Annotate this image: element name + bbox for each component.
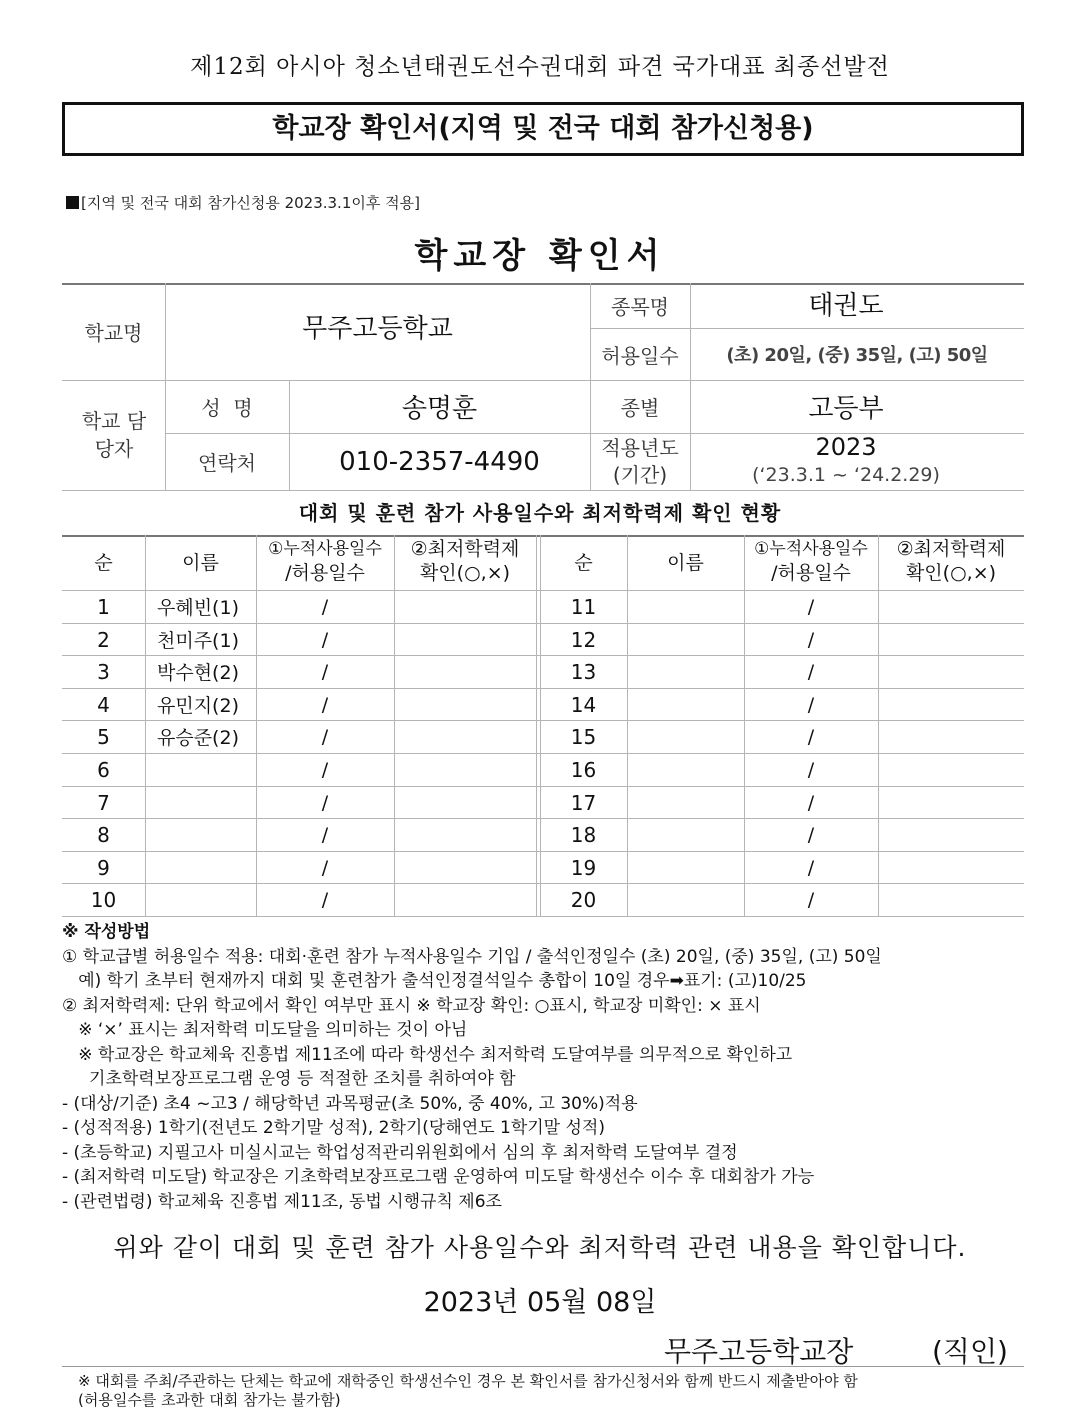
row-days: / <box>807 823 815 846</box>
row-name <box>627 818 744 851</box>
contact-value: 010-2357-4490 <box>339 446 540 477</box>
notes <box>62 920 882 1214</box>
row-no: 18 <box>570 822 597 847</box>
row-name <box>627 753 744 786</box>
row-days: / <box>321 595 329 618</box>
note-line: - (성적적용) 1학기(전년도 2학기말 성적), 2학기(당해연도 1학기말 성적) <box>62 1118 605 1138</box>
row-min <box>394 851 536 884</box>
year-period: (‘23.3.1 ~ ‘24.2.29) <box>752 464 940 486</box>
col-no-left: 순 <box>94 551 113 574</box>
row-no: 19 <box>570 855 597 880</box>
row-name: 천미주(1) <box>157 630 239 652</box>
row-min <box>878 720 1024 753</box>
row-name <box>145 851 256 884</box>
row-min <box>394 688 536 721</box>
division-label: 종별 <box>620 396 660 420</box>
row-min <box>878 818 1024 851</box>
black-square-icon <box>66 196 79 209</box>
seal: (직인) <box>932 1335 1008 1368</box>
row-name: 박수현(2) <box>157 662 239 684</box>
row-no: 3 <box>97 659 110 684</box>
year-value: 2023 <box>815 433 877 461</box>
note-line: 예) 학기 초부터 현재까지 대회 및 훈련참가 출석인정결석일수 총합이 10일 경우➡표기: (고)10/25 <box>62 971 807 991</box>
row-no: 8 <box>97 822 110 847</box>
row-no: 4 <box>97 692 110 717</box>
school-label: 학교명 <box>84 321 143 345</box>
row-days: / <box>321 758 329 781</box>
row-no: 12 <box>570 627 597 652</box>
row-no: 9 <box>97 855 110 880</box>
note-line: - (최저학력 미도달) 학교장은 기초학력보장프로그램 운영하여 미도달 학생선수 이수 후 대회참가 가능 <box>62 1167 815 1187</box>
row-no: 10 <box>90 887 117 912</box>
row-no: 17 <box>570 790 597 815</box>
row-name <box>627 655 744 688</box>
row-days: / <box>807 725 815 748</box>
row-name <box>627 720 744 753</box>
principal: 무주고등학교장 <box>664 1335 854 1368</box>
row-name: 유승준(2) <box>157 727 239 749</box>
col-min-right: ②최저학력제 확인(○,×) <box>896 538 1006 584</box>
col-days-right: ①누적사용일수 /허용일수 <box>754 539 868 584</box>
row-days: / <box>321 888 329 911</box>
note-line: 기초학력보장프로그램 운영 등 적절한 조치를 취하여야 함 <box>62 1069 516 1089</box>
col-name-left: 이름 <box>182 551 219 574</box>
note-line: ※ 학교장은 학교체육 진흥법 제11조에 따라 학생선수 최저학력 도달여부를 의무적으로 확인하고 <box>62 1044 793 1065</box>
footnote <box>78 1372 1028 1410</box>
row-min <box>394 720 536 753</box>
row-name <box>627 883 744 916</box>
name-value: 송명훈 <box>401 394 478 424</box>
row-name: 우혜빈(1) <box>157 597 239 619</box>
row-no: 7 <box>97 790 110 815</box>
row-name <box>627 590 744 623</box>
row-min <box>394 883 536 916</box>
row-min <box>878 655 1024 688</box>
row-days: / <box>321 660 329 683</box>
manager-label: 학교 담당자 <box>81 409 147 461</box>
row-name <box>627 851 744 884</box>
event-line: 제12회 아시아 청소년태권도선수권대회 파견 국가대표 최종선발전 <box>190 54 890 80</box>
year-label: 적용년도 (기간) <box>601 435 679 487</box>
row-min <box>394 590 536 623</box>
col-min-left: ②최저학력제 확인(○,×) <box>410 538 520 584</box>
date: 2023년 05월 08일 <box>423 1287 657 1318</box>
row-days: / <box>807 693 815 716</box>
allow-value: (초) 20일, (중) 35일, (고) 50일 <box>726 345 988 366</box>
col-no-right: 순 <box>574 551 593 574</box>
row-days: / <box>807 791 815 814</box>
sport-label: 종목명 <box>611 295 669 319</box>
row-no: 15 <box>570 724 597 749</box>
row-min <box>394 655 536 688</box>
row-name <box>627 688 744 721</box>
division-value: 고등부 <box>808 394 884 424</box>
row-min <box>878 786 1024 819</box>
row-no: 5 <box>97 724 110 749</box>
row-name <box>145 786 256 819</box>
row-days: / <box>321 693 329 716</box>
school-value: 무주고등학교 <box>302 314 453 344</box>
notice <box>66 192 420 213</box>
row-days: / <box>807 628 815 651</box>
sport-value: 태권도 <box>808 291 884 321</box>
row-no: 16 <box>570 757 597 782</box>
note-line: ※ 작성방법 <box>62 922 151 942</box>
contact-label: 연락처 <box>198 451 256 475</box>
row-name <box>627 623 744 656</box>
row-days: / <box>321 823 329 846</box>
col-name-right: 이름 <box>667 551 704 574</box>
row-days: / <box>321 856 329 879</box>
doc-title: 학교장 확인서 <box>414 236 666 276</box>
row-days: / <box>321 791 329 814</box>
row-min <box>878 623 1024 656</box>
row-days: / <box>807 595 815 618</box>
row-no: 13 <box>570 659 597 684</box>
note-line: - (초등학교) 지필고사 미실시교는 학업성적관리위원회에서 심의 후 최저학력 도달여부 결정 <box>62 1142 738 1163</box>
row-days: / <box>321 628 329 651</box>
confirm-text: 위와 같이 대회 및 훈련 참가 사용일수와 최저학력 관련 내용을 확인합니다. <box>113 1233 967 1262</box>
row-no: 2 <box>97 627 110 652</box>
notice-text: [지역 및 전국 대회 참가신청용 2023.3.1이후 적용] <box>81 194 420 212</box>
row-name <box>145 883 256 916</box>
row-name <box>627 786 744 819</box>
row-days: / <box>321 725 329 748</box>
note-line: - (관련법령) 학교체육 진흥법 제11조, 동법 시행규칙 제6조 <box>62 1191 502 1212</box>
row-name <box>145 753 256 786</box>
note-line: ① 학교급별 허용일수 적용: 대회·훈련 참가 누적사용일수 기입 / 출석인정일수 (초) 20일, (중) 35일, (고) 50일 <box>62 946 882 967</box>
row-days: / <box>807 660 815 683</box>
row-name <box>145 818 256 851</box>
row-min <box>394 623 536 656</box>
row-no: 20 <box>570 887 597 912</box>
row-min <box>878 883 1024 916</box>
name-label: 성 명 <box>201 396 253 420</box>
section-title: 대회 및 훈련 참가 사용일수와 최저학력제 확인 현황 <box>298 501 782 525</box>
row-name: 유민지(2) <box>157 695 239 717</box>
row-min <box>394 818 536 851</box>
row-min <box>878 688 1024 721</box>
footnote-line-1: ※ 대회를 주최/주관하는 단체는 학교에 재학중인 학생선수인 경우 본 확인서를 참가신청서와 함께 반드시 제출받아야 함 <box>78 1372 858 1390</box>
footnote-line-2: (허용일수를 초과한 대회 참가는 불가함) <box>78 1391 341 1409</box>
row-min <box>394 753 536 786</box>
row-no: 6 <box>97 757 110 782</box>
row-min <box>878 851 1024 884</box>
row-min <box>394 786 536 819</box>
row-no: 1 <box>97 594 110 619</box>
note-line: ※ ‘×’ 표시는 최저학력 미도달을 의미하는 것이 아님 <box>62 1020 468 1040</box>
col-days-left: ①누적사용일수 /허용일수 <box>268 539 382 584</box>
row-days: / <box>807 856 815 879</box>
note-line: ② 최저학력제: 단위 학교에서 확인 여부만 표시 ※ 학교장 확인: ○표시, 학교장 미확인: × 표시 <box>62 995 761 1016</box>
note-line: - (대상/기준) 초4 ~고3 / 해당학년 과목평균(초 50%, 중 40%, 고 30%)적용 <box>62 1093 638 1114</box>
row-days: / <box>807 758 815 781</box>
row-no: 14 <box>570 692 597 717</box>
row-min <box>878 753 1024 786</box>
box-title: 학교장 확인서(지역 및 전국 대회 참가신청용) <box>62 102 1024 156</box>
allow-label: 허용일수 <box>601 343 679 368</box>
row-no: 11 <box>570 594 597 619</box>
row-days: / <box>807 888 815 911</box>
row-min <box>878 590 1024 623</box>
